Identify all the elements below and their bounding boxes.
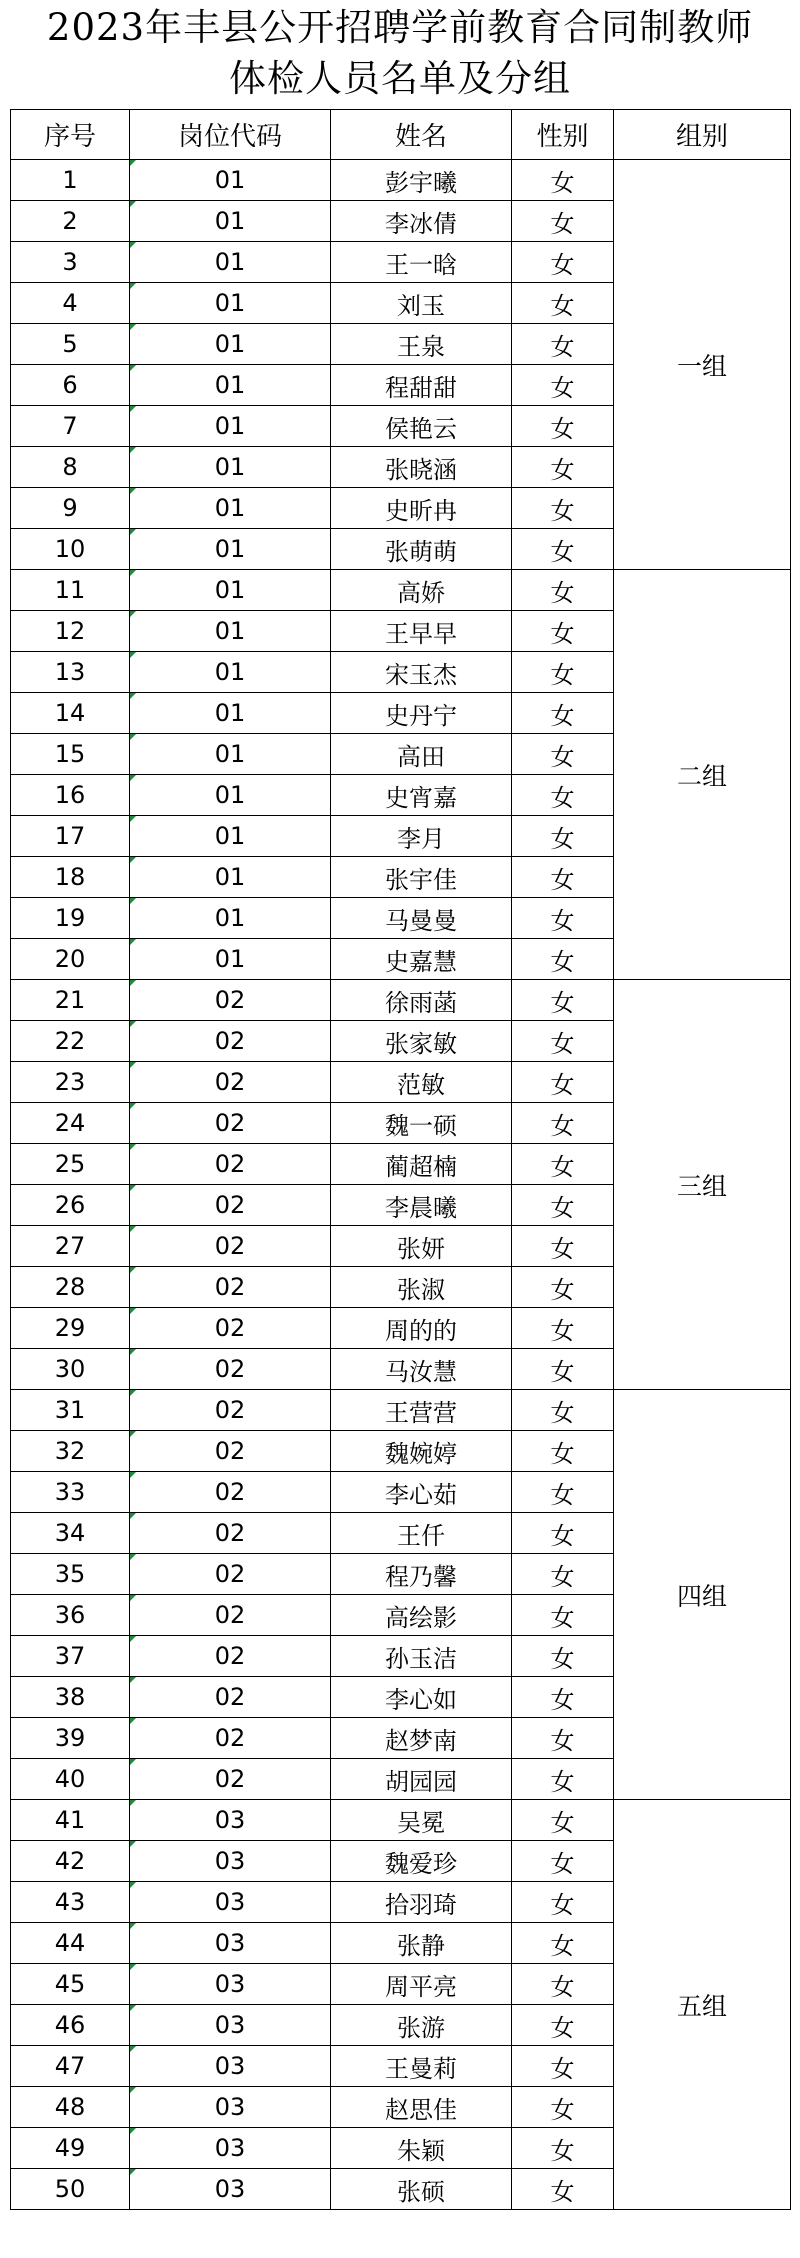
cell-position-code: 03 (130, 1964, 331, 2005)
cell-no: 27 (11, 1226, 130, 1267)
cell-no: 21 (11, 980, 130, 1021)
cell-no: 9 (11, 488, 130, 529)
cell-position-code: 02 (130, 1062, 331, 1103)
cell-name: 马曼曼 (331, 898, 512, 939)
cell-no: 23 (11, 1062, 130, 1103)
cell-sex: 女 (512, 1841, 614, 1882)
cell-name: 侯艳云 (331, 406, 512, 447)
cell-no: 49 (11, 2128, 130, 2169)
cell-sex: 女 (512, 1923, 614, 1964)
cell-no: 41 (11, 1800, 130, 1841)
cell-position-code: 02 (130, 1513, 331, 1554)
header-position-code: 岗位代码 (130, 110, 331, 160)
cell-sex: 女 (512, 857, 614, 898)
cell-sex: 女 (512, 1595, 614, 1636)
cell-position-code: 02 (130, 1677, 331, 1718)
cell-no: 20 (11, 939, 130, 980)
cell-name: 蔺超楠 (331, 1144, 512, 1185)
cell-name: 吴冕 (331, 1800, 512, 1841)
cell-sex: 女 (512, 2128, 614, 2169)
cell-no: 26 (11, 1185, 130, 1226)
cell-no: 11 (11, 570, 130, 611)
cell-no: 24 (11, 1103, 130, 1144)
cell-name: 赵思佳 (331, 2087, 512, 2128)
table-row (11, 1390, 791, 1431)
cell-no: 7 (11, 406, 130, 447)
cell-no: 8 (11, 447, 130, 488)
cell-group: 一组 (614, 160, 791, 570)
cell-position-code: 02 (130, 1636, 331, 1677)
cell-sex: 女 (512, 201, 614, 242)
cell-name: 马汝慧 (331, 1349, 512, 1390)
cell-position-code: 01 (130, 857, 331, 898)
cell-no: 30 (11, 1349, 130, 1390)
cell-no: 12 (11, 611, 130, 652)
cell-position-code: 01 (130, 775, 331, 816)
cell-no: 33 (11, 1472, 130, 1513)
document-page (7, 0, 793, 2258)
table-row (11, 160, 791, 201)
cell-no: 4 (11, 283, 130, 324)
cell-name: 赵梦南 (331, 1718, 512, 1759)
cell-sex: 女 (512, 1677, 614, 1718)
cell-position-code: 01 (130, 939, 331, 980)
cell-name: 张硕 (331, 2169, 512, 2210)
cell-sex: 女 (512, 324, 614, 365)
cell-position-code: 02 (130, 1431, 331, 1472)
cell-name: 高田 (331, 734, 512, 775)
cell-no: 6 (11, 365, 130, 406)
cell-position-code: 01 (130, 570, 331, 611)
cell-no: 22 (11, 1021, 130, 1062)
cell-sex: 女 (512, 980, 614, 1021)
cell-position-code: 02 (130, 1308, 331, 1349)
cell-no: 18 (11, 857, 130, 898)
cell-sex: 女 (512, 1718, 614, 1759)
cell-sex: 女 (512, 1226, 614, 1267)
cell-position-code: 01 (130, 693, 331, 734)
cell-sex: 女 (512, 2087, 614, 2128)
cell-position-code: 02 (130, 1595, 331, 1636)
cell-sex: 女 (512, 611, 614, 652)
cell-position-code: 01 (130, 488, 331, 529)
cell-name: 孙玉洁 (331, 1636, 512, 1677)
cell-position-code: 01 (130, 324, 331, 365)
cell-no: 40 (11, 1759, 130, 1800)
cell-name: 张淑 (331, 1267, 512, 1308)
cell-position-code: 01 (130, 365, 331, 406)
cell-name: 张宇佳 (331, 857, 512, 898)
cell-position-code: 02 (130, 1267, 331, 1308)
cell-group: 五组 (614, 1800, 791, 2210)
cell-name: 张游 (331, 2005, 512, 2046)
cell-sex: 女 (512, 898, 614, 939)
cell-no: 25 (11, 1144, 130, 1185)
cell-sex: 女 (512, 160, 614, 201)
cell-position-code: 02 (130, 1349, 331, 1390)
cell-no: 15 (11, 734, 130, 775)
cell-position-code: 01 (130, 160, 331, 201)
cell-name: 徐雨菡 (331, 980, 512, 1021)
cell-name: 史宵嘉 (331, 775, 512, 816)
cell-position-code: 02 (130, 1144, 331, 1185)
cell-position-code: 01 (130, 652, 331, 693)
cell-no: 3 (11, 242, 130, 283)
cell-no: 34 (11, 1513, 130, 1554)
cell-sex: 女 (512, 529, 614, 570)
cell-no: 17 (11, 816, 130, 857)
cell-position-code: 01 (130, 898, 331, 939)
cell-name: 李心茹 (331, 1472, 512, 1513)
cell-sex: 女 (512, 1308, 614, 1349)
cell-name: 范敏 (331, 1062, 512, 1103)
cell-sex: 女 (512, 939, 614, 980)
cell-no: 2 (11, 201, 130, 242)
cell-position-code: 02 (130, 1554, 331, 1595)
table-body (11, 160, 791, 2210)
cell-sex: 女 (512, 283, 614, 324)
cell-no: 29 (11, 1308, 130, 1349)
table-row (11, 570, 791, 611)
cell-no: 1 (11, 160, 130, 201)
cell-position-code: 02 (130, 1226, 331, 1267)
cell-no: 38 (11, 1677, 130, 1718)
cell-sex: 女 (512, 1554, 614, 1595)
cell-no: 16 (11, 775, 130, 816)
cell-position-code: 01 (130, 201, 331, 242)
cell-position-code: 03 (130, 2128, 331, 2169)
cell-position-code: 01 (130, 406, 331, 447)
cell-position-code: 03 (130, 1882, 331, 1923)
cell-name: 高娇 (331, 570, 512, 611)
cell-sex: 女 (512, 816, 614, 857)
cell-name: 史嘉慧 (331, 939, 512, 980)
cell-sex: 女 (512, 2169, 614, 2210)
cell-name: 李心如 (331, 1677, 512, 1718)
document-title-line2: 体检人员名单及分组 (229, 57, 571, 100)
cell-no: 5 (11, 324, 130, 365)
cell-position-code: 01 (130, 447, 331, 488)
cell-group: 三组 (614, 980, 791, 1390)
cell-no: 47 (11, 2046, 130, 2087)
cell-position-code: 02 (130, 1390, 331, 1431)
cell-name: 王早早 (331, 611, 512, 652)
cell-name: 魏爱珍 (331, 1841, 512, 1882)
cell-sex: 女 (512, 1472, 614, 1513)
header-no: 序号 (11, 110, 130, 160)
cell-name: 刘玉 (331, 283, 512, 324)
header-group: 组别 (614, 110, 791, 160)
cell-name: 李月 (331, 816, 512, 857)
cell-sex: 女 (512, 1800, 614, 1841)
cell-name: 魏婉婷 (331, 1431, 512, 1472)
cell-name: 王一晗 (331, 242, 512, 283)
cell-group: 四组 (614, 1390, 791, 1800)
cell-position-code: 02 (130, 1718, 331, 1759)
cell-name: 史昕冉 (331, 488, 512, 529)
cell-no: 36 (11, 1595, 130, 1636)
cell-sex: 女 (512, 1185, 614, 1226)
cell-name: 张妍 (331, 1226, 512, 1267)
cell-name: 宋玉杰 (331, 652, 512, 693)
cell-sex: 女 (512, 652, 614, 693)
cell-position-code: 01 (130, 611, 331, 652)
cell-no: 19 (11, 898, 130, 939)
cell-position-code: 03 (130, 2169, 331, 2210)
cell-name: 程乃馨 (331, 1554, 512, 1595)
cell-position-code: 01 (130, 816, 331, 857)
cell-name: 张晓涵 (331, 447, 512, 488)
cell-name: 拾羽琦 (331, 1882, 512, 1923)
cell-name: 张萌萌 (331, 529, 512, 570)
cell-position-code: 02 (130, 1759, 331, 1800)
cell-no: 32 (11, 1431, 130, 1472)
cell-sex: 女 (512, 1267, 614, 1308)
cell-no: 28 (11, 1267, 130, 1308)
cell-position-code: 03 (130, 2046, 331, 2087)
cell-position-code: 02 (130, 1103, 331, 1144)
cell-no: 10 (11, 529, 130, 570)
cell-position-code: 01 (130, 529, 331, 570)
cell-no: 48 (11, 2087, 130, 2128)
cell-sex: 女 (512, 1636, 614, 1677)
cell-name: 周的的 (331, 1308, 512, 1349)
cell-sex: 女 (512, 570, 614, 611)
table-row (11, 980, 791, 1021)
cell-position-code: 02 (130, 1021, 331, 1062)
cell-position-code: 03 (130, 2005, 331, 2046)
cell-sex: 女 (512, 242, 614, 283)
roster-table (10, 109, 791, 2210)
cell-name: 高绘影 (331, 1595, 512, 1636)
cell-name: 张静 (331, 1923, 512, 1964)
cell-no: 31 (11, 1390, 130, 1431)
cell-position-code: 01 (130, 734, 331, 775)
cell-no: 50 (11, 2169, 130, 2210)
header-name: 姓名 (331, 110, 512, 160)
cell-sex: 女 (512, 447, 614, 488)
cell-name: 朱颖 (331, 2128, 512, 2169)
cell-no: 35 (11, 1554, 130, 1595)
cell-no: 13 (11, 652, 130, 693)
cell-name: 张家敏 (331, 1021, 512, 1062)
cell-name: 王仟 (331, 1513, 512, 1554)
cell-name: 周平亮 (331, 1964, 512, 2005)
cell-sex: 女 (512, 1144, 614, 1185)
cell-sex: 女 (512, 406, 614, 447)
cell-sex: 女 (512, 1349, 614, 1390)
cell-sex: 女 (512, 734, 614, 775)
cell-sex: 女 (512, 1021, 614, 1062)
cell-position-code: 02 (130, 1472, 331, 1513)
cell-sex: 女 (512, 775, 614, 816)
cell-sex: 女 (512, 365, 614, 406)
cell-sex: 女 (512, 488, 614, 529)
cell-position-code: 03 (130, 2087, 331, 2128)
cell-name: 魏一硕 (331, 1103, 512, 1144)
cell-sex: 女 (512, 1062, 614, 1103)
cell-name: 王泉 (331, 324, 512, 365)
cell-group: 二组 (614, 570, 791, 980)
cell-no: 46 (11, 2005, 130, 2046)
cell-name: 程甜甜 (331, 365, 512, 406)
cell-name: 史丹宁 (331, 693, 512, 734)
cell-position-code: 01 (130, 242, 331, 283)
cell-position-code: 02 (130, 980, 331, 1021)
cell-no: 14 (11, 693, 130, 734)
cell-name: 李冰倩 (331, 201, 512, 242)
cell-no: 42 (11, 1841, 130, 1882)
header-sex: 性别 (512, 110, 614, 160)
cell-position-code: 03 (130, 1841, 331, 1882)
cell-no: 37 (11, 1636, 130, 1677)
document-title-line1: 2023年丰县公开招聘学前教育合同制教师 (46, 6, 754, 49)
table-header-row (11, 110, 791, 160)
cell-no: 43 (11, 1882, 130, 1923)
cell-name: 彭宇曦 (331, 160, 512, 201)
cell-sex: 女 (512, 1513, 614, 1554)
cell-name: 王营营 (331, 1390, 512, 1431)
cell-name: 王曼莉 (331, 2046, 512, 2087)
cell-sex: 女 (512, 1103, 614, 1144)
cell-sex: 女 (512, 1431, 614, 1472)
cell-sex: 女 (512, 1390, 614, 1431)
cell-sex: 女 (512, 1759, 614, 1800)
cell-no: 39 (11, 1718, 130, 1759)
cell-position-code: 02 (130, 1185, 331, 1226)
cell-sex: 女 (512, 693, 614, 734)
cell-sex: 女 (512, 1882, 614, 1923)
cell-sex: 女 (512, 2005, 614, 2046)
cell-name: 胡园园 (331, 1759, 512, 1800)
table-row (11, 1800, 791, 1841)
cell-position-code: 03 (130, 1800, 331, 1841)
cell-position-code: 03 (130, 1923, 331, 1964)
cell-name: 李晨曦 (331, 1185, 512, 1226)
cell-no: 45 (11, 1964, 130, 2005)
cell-sex: 女 (512, 2046, 614, 2087)
cell-no: 44 (11, 1923, 130, 1964)
cell-sex: 女 (512, 1964, 614, 2005)
cell-position-code: 01 (130, 283, 331, 324)
